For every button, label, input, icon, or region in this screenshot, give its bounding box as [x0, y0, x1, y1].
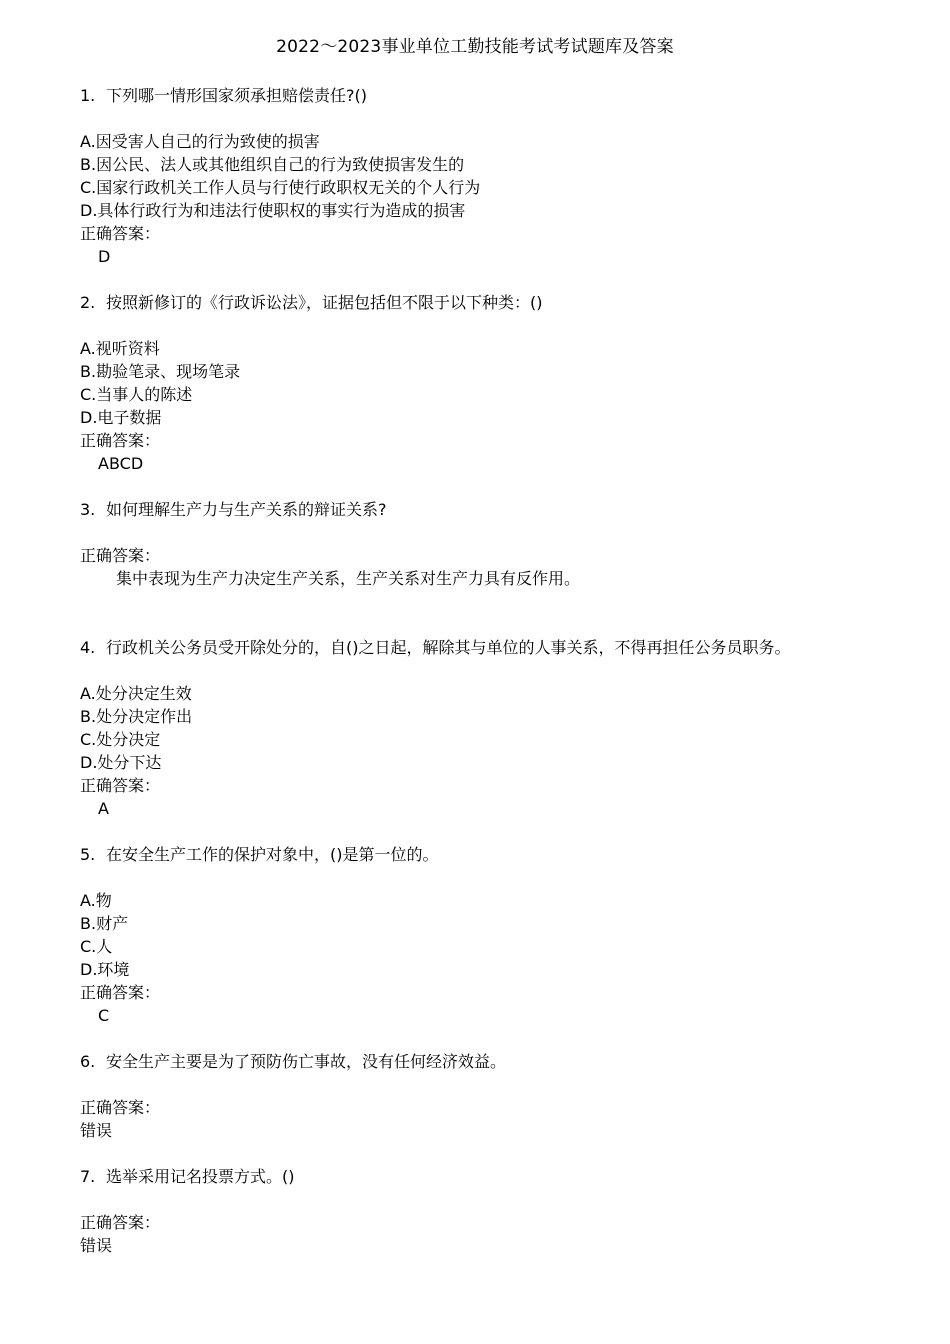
question-1-number: 1.	[80, 86, 96, 105]
question-3-stem: 如何理解生产力与生产关系的辩证关系?	[106, 500, 387, 519]
question-2-option-d: D.电子数据	[80, 408, 162, 427]
question-5-option-c: C.人	[80, 937, 113, 956]
question-5-text	[80, 843, 920, 866]
question-4-option-b: B.处分决定作出	[80, 707, 193, 726]
question-5-stem: 在安全生产工作的保护对象中，()是第一位的。	[106, 845, 439, 864]
question-6-answer: 错误	[80, 1121, 113, 1140]
question-1-answer: D	[98, 247, 111, 266]
question-4-answer: A	[98, 799, 109, 818]
question-2-text	[80, 291, 920, 314]
question-1-option-a: A.因受害人自己的行为致使的损害	[80, 132, 320, 151]
question-1-option-c: C.国家行政机关工作人员与行使行政职权无关的个人行为	[80, 178, 481, 197]
question-2	[80, 291, 920, 475]
question-6-number: 6.	[80, 1052, 96, 1071]
question-3-answer-label: 正确答案：	[80, 546, 161, 565]
question-3-text	[80, 498, 920, 521]
question-7-stem: 选举采用记名投票方式。()	[106, 1167, 295, 1186]
question-2-stem: 按照新修订的《行政诉讼法》，证据包括但不限于以下种类：()	[106, 293, 543, 312]
question-2-answer-label: 正确答案：	[80, 431, 161, 450]
question-4-option-a: A.处分决定生效	[80, 684, 192, 703]
question-7-answer: 错误	[80, 1236, 113, 1255]
question-4-option-c: C.处分决定	[80, 730, 161, 749]
question-4-text	[80, 636, 920, 659]
question-6-text	[80, 1050, 920, 1073]
question-6	[80, 1050, 920, 1142]
question-5-number: 5.	[80, 845, 96, 864]
question-7-text	[80, 1165, 920, 1188]
document-title: 2022～2023事业单位工勤技能考试考试题库及答案	[276, 37, 674, 57]
question-2-answer: ABCD	[98, 454, 144, 473]
question-1-text	[80, 84, 920, 107]
question-5	[80, 843, 920, 1027]
question-4-number: 4.	[80, 638, 96, 657]
question-list	[80, 84, 920, 1257]
question-5-answer: C	[98, 1006, 110, 1025]
question-6-answer-label: 正确答案：	[80, 1098, 161, 1117]
question-2-option-b: B.勘验笔录、现场笔录	[80, 362, 241, 381]
question-5-option-a: A.物	[80, 891, 112, 910]
question-2-option-c: C.当事人的陈述	[80, 385, 193, 404]
question-6-stem: 安全生产主要是为了预防伤亡事故，没有任何经济效益。	[106, 1052, 507, 1071]
question-5-option-b: B.财产	[80, 914, 129, 933]
question-2-number: 2.	[80, 293, 96, 312]
question-3-answer: 集中表现为生产力决定生产关系，生产关系对生产力具有反作用。	[116, 569, 581, 588]
question-5-option-d: D.环境	[80, 960, 130, 979]
question-4-option-d: D.处分下达	[80, 753, 162, 772]
question-7-number: 7.	[80, 1167, 96, 1186]
question-7	[80, 1165, 920, 1257]
question-7-answer-label: 正确答案：	[80, 1213, 161, 1232]
question-2-option-a: A.视听资料	[80, 339, 160, 358]
question-1-option-b: B.因公民、法人或其他组织自己的行为致使损害发生的	[80, 155, 465, 174]
question-4-answer-label: 正确答案：	[80, 776, 161, 795]
question-4-stem: 行政机关公务员受开除处分的，自()之日起，解除其与单位的人事关系，不得再担任公务员职务。	[106, 638, 791, 657]
question-1-stem: 下列哪一情形国家须承担赔偿责任?()	[106, 86, 367, 105]
question-1	[80, 84, 920, 268]
question-5-answer-label: 正确答案：	[80, 983, 161, 1002]
question-3-number: 3.	[80, 500, 96, 519]
question-4	[80, 636, 920, 820]
question-1-option-d: D.具体行政行为和违法行使职权的事实行为造成的损害	[80, 201, 466, 220]
question-3	[80, 498, 920, 590]
question-1-answer-label: 正确答案：	[80, 224, 161, 243]
